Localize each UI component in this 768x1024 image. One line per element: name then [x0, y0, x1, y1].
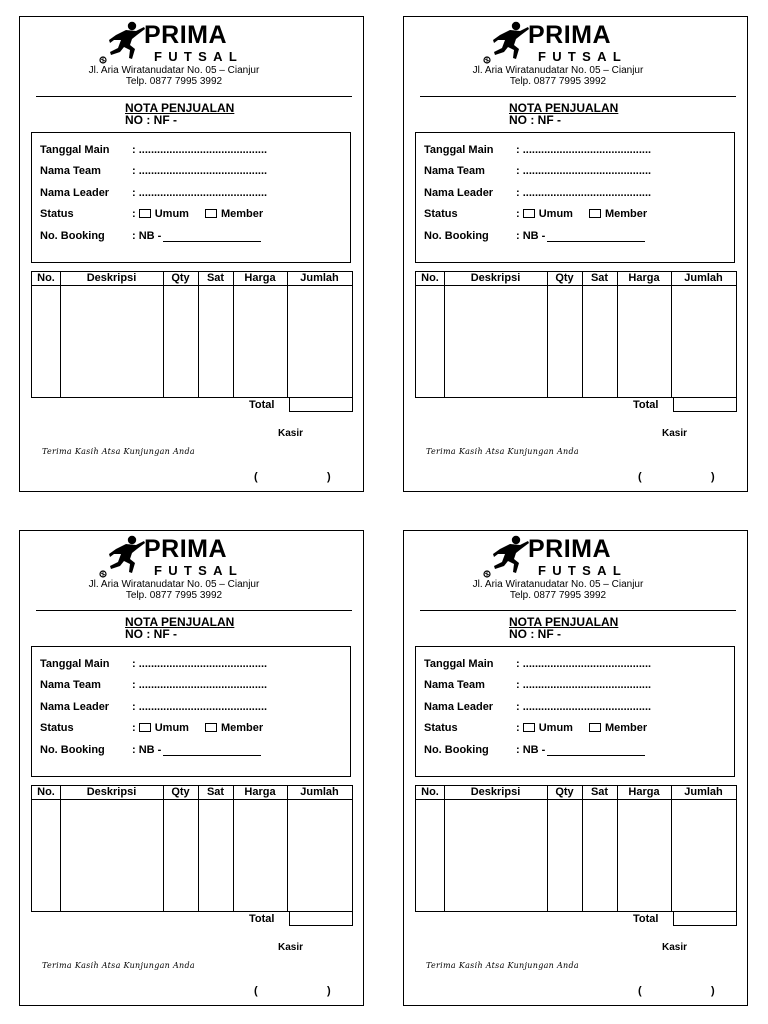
field-label: No. Booking	[40, 744, 105, 756]
field-no-booking	[40, 743, 344, 757]
nota-form	[19, 16, 364, 492]
column-header-deskripsi: Deskripsi	[470, 272, 521, 284]
field-label: Status	[424, 722, 458, 734]
column-header-jumlah: Jumlah	[684, 786, 723, 798]
field-label: Nama Team	[424, 679, 485, 691]
kasir-label: Kasir	[662, 428, 688, 439]
booking-value	[132, 229, 261, 243]
address: Jl. Aria Wiratanudatar No. 05 – Cianjur	[472, 65, 644, 76]
invoice-title: NOTA PENJUALAN	[509, 615, 619, 629]
divider	[36, 96, 352, 97]
customer-info-box	[31, 132, 351, 263]
address: Jl. Aria Wiratanudatar No. 05 – Cianjur	[472, 579, 644, 590]
status-options	[132, 207, 263, 221]
field-no-booking	[40, 229, 344, 243]
column-header-no: No.	[421, 272, 439, 284]
field-label: Status	[40, 208, 74, 220]
member-checkbox[interactable]	[205, 209, 217, 218]
divider	[36, 610, 352, 611]
field-no-booking	[424, 743, 728, 757]
field-status	[424, 721, 728, 735]
column-divider	[444, 786, 445, 911]
total-field[interactable]	[289, 911, 353, 926]
header-divider	[416, 799, 736, 800]
brand-name: PRIMA	[528, 535, 612, 563]
field-status	[40, 721, 344, 735]
column-header-qty: Qty	[555, 272, 574, 284]
field-nama-leader	[424, 186, 728, 200]
column-header-jumlah: Jumlah	[300, 786, 339, 798]
field-label: Status	[40, 722, 74, 734]
umum-label: Umum	[154, 722, 189, 734]
umum-checkbox[interactable]	[139, 209, 151, 218]
column-header-no: No.	[37, 272, 55, 284]
field-nama-team	[424, 678, 728, 692]
column-header-sat: Sat	[206, 272, 225, 284]
invoice-number: NO : NF -	[125, 113, 177, 127]
items-table	[31, 785, 353, 912]
column-divider	[671, 272, 672, 397]
nama-team-field[interactable]: : ..........................................	[132, 165, 268, 177]
field-label: No. Booking	[40, 230, 105, 242]
total-label: Total	[249, 913, 275, 925]
member-checkbox[interactable]	[589, 723, 601, 732]
column-header-qty: Qty	[555, 786, 574, 798]
nota-form	[403, 16, 748, 492]
brand-name: PRIMA	[528, 21, 612, 49]
column-header-sat: Sat	[206, 786, 225, 798]
field-label: Nama Team	[40, 165, 101, 177]
phone: Telp. 0877 7995 3992	[509, 76, 607, 87]
signature-bracket-open: (	[254, 985, 258, 997]
column-header-sat: Sat	[590, 272, 609, 284]
column-divider	[582, 272, 583, 397]
header-divider	[32, 799, 352, 800]
booking-prefix: : NB -	[516, 230, 546, 242]
soccer-player-icon	[99, 21, 147, 65]
nama-team-field[interactable]: : ..........................................	[516, 679, 652, 691]
field-label: Tanggal Main	[424, 658, 494, 670]
column-divider	[617, 272, 618, 397]
booking-value	[132, 743, 261, 757]
member-label: Member	[220, 722, 264, 734]
status-options	[516, 721, 647, 735]
total-field[interactable]	[673, 397, 737, 412]
member-label: Member	[604, 208, 648, 220]
nama-leader-field[interactable]: : ..........................................	[516, 701, 652, 713]
status-colon: :	[132, 208, 136, 220]
column-divider	[671, 786, 672, 911]
nama-team-field[interactable]: : ..........................................	[516, 165, 652, 177]
brand-name: PRIMA	[144, 535, 228, 563]
field-label: No. Booking	[424, 230, 489, 242]
divider	[420, 610, 736, 611]
items-table	[415, 271, 737, 398]
booking-prefix: : NB -	[516, 744, 546, 756]
status-options	[516, 207, 647, 221]
brand-subtitle: FUTSAL	[154, 563, 244, 578]
booking-prefix: : NB -	[132, 744, 162, 756]
address: Jl. Aria Wiratanudatar No. 05 – Cianjur	[88, 65, 260, 76]
total-field[interactable]	[289, 397, 353, 412]
booking-number-field[interactable]	[163, 230, 261, 242]
booking-value	[516, 229, 645, 243]
invoice-title: NOTA PENJUALAN	[509, 101, 619, 115]
prima-futsal-logo	[99, 21, 279, 67]
column-divider	[60, 786, 61, 911]
column-divider	[233, 272, 234, 397]
brand-subtitle: FUTSAL	[154, 49, 244, 64]
customer-info-box	[415, 646, 735, 777]
field-label: Nama Leader	[40, 701, 110, 713]
column-divider	[547, 786, 548, 911]
field-nama-leader	[424, 700, 728, 714]
invoice-number: NO : NF -	[125, 627, 177, 641]
soccer-player-icon	[483, 535, 531, 579]
column-divider	[233, 786, 234, 911]
total-field[interactable]	[673, 911, 737, 926]
thank-you-note: Terima Kasih Atsa Kunjungan Anda	[42, 447, 196, 456]
items-table	[415, 785, 737, 912]
member-checkbox[interactable]	[589, 209, 601, 218]
items-table	[31, 271, 353, 398]
column-divider	[198, 272, 199, 397]
phone: Telp. 0877 7995 3992	[509, 590, 607, 601]
field-tanggal-main	[424, 657, 728, 671]
field-label: Nama Leader	[424, 701, 494, 713]
column-divider	[547, 272, 548, 397]
field-no-booking	[424, 229, 728, 243]
total-label: Total	[249, 399, 275, 411]
umum-label: Umum	[154, 208, 189, 220]
signature-bracket-open: (	[638, 985, 642, 997]
field-nama-team	[40, 678, 344, 692]
umum-label: Umum	[538, 722, 573, 734]
field-label: Nama Team	[424, 165, 485, 177]
column-header-harga: Harga	[628, 272, 660, 284]
signature-bracket-close: )	[711, 471, 715, 483]
status-colon: :	[516, 722, 520, 734]
booking-number-field[interactable]	[547, 744, 645, 756]
column-divider	[287, 786, 288, 911]
signature-bracket-close: )	[327, 471, 331, 483]
column-header-qty: Qty	[171, 786, 190, 798]
tanggal-main-field[interactable]: : ..........................................	[132, 144, 268, 156]
brand-name: PRIMA	[144, 21, 228, 49]
status-options	[132, 721, 263, 735]
header-divider	[416, 285, 736, 286]
status-colon: :	[516, 208, 520, 220]
kasir-label: Kasir	[278, 942, 304, 953]
column-header-deskripsi: Deskripsi	[86, 272, 137, 284]
booking-number-field[interactable]	[547, 230, 645, 242]
customer-info-box	[31, 646, 351, 777]
field-label: Nama Team	[40, 679, 101, 691]
nota-form	[403, 530, 748, 1006]
divider	[420, 96, 736, 97]
invoice-number: NO : NF -	[509, 627, 561, 641]
field-tanggal-main	[40, 143, 344, 157]
nama-team-field[interactable]: : ..........................................	[132, 679, 268, 691]
prima-futsal-logo	[483, 535, 663, 581]
field-nama-leader	[40, 186, 344, 200]
header-divider	[32, 285, 352, 286]
signature-bracket-open: (	[638, 471, 642, 483]
signature-bracket-open: (	[254, 471, 258, 483]
thank-you-note: Terima Kasih Atsa Kunjungan Anda	[42, 961, 196, 970]
column-divider	[444, 272, 445, 397]
column-header-deskripsi: Deskripsi	[470, 786, 521, 798]
nota-form	[19, 530, 364, 1006]
field-tanggal-main	[40, 657, 344, 671]
field-label: Tanggal Main	[424, 144, 494, 156]
field-nama-team	[40, 164, 344, 178]
field-tanggal-main	[424, 143, 728, 157]
thank-you-note: Terima Kasih Atsa Kunjungan Anda	[426, 447, 580, 456]
column-divider	[617, 786, 618, 911]
address: Jl. Aria Wiratanudatar No. 05 – Cianjur	[88, 579, 260, 590]
column-divider	[163, 786, 164, 911]
field-label: Tanggal Main	[40, 144, 110, 156]
field-label: No. Booking	[424, 744, 489, 756]
invoice-title: NOTA PENJUALAN	[125, 615, 235, 629]
nama-leader-field[interactable]: : ..........................................	[132, 701, 268, 713]
thank-you-note: Terima Kasih Atsa Kunjungan Anda	[426, 961, 580, 970]
column-header-harga: Harga	[244, 272, 276, 284]
field-label: Nama Leader	[424, 187, 494, 199]
column-header-no: No.	[37, 786, 55, 798]
member-checkbox[interactable]	[205, 723, 217, 732]
total-label: Total	[633, 913, 659, 925]
umum-checkbox[interactable]	[523, 209, 535, 218]
signature-bracket-close: )	[327, 985, 331, 997]
booking-value	[516, 743, 645, 757]
soccer-player-icon	[483, 21, 531, 65]
invoice-title: NOTA PENJUALAN	[125, 101, 235, 115]
booking-prefix: : NB -	[132, 230, 162, 242]
field-status	[40, 207, 344, 221]
prima-futsal-logo	[483, 21, 663, 67]
booking-number-field[interactable]	[163, 744, 261, 756]
column-header-harga: Harga	[628, 786, 660, 798]
column-header-jumlah: Jumlah	[300, 272, 339, 284]
field-label: Tanggal Main	[40, 658, 110, 670]
column-header-sat: Sat	[590, 786, 609, 798]
umum-label: Umum	[538, 208, 573, 220]
member-label: Member	[220, 208, 264, 220]
field-status	[424, 207, 728, 221]
column-header-jumlah: Jumlah	[684, 272, 723, 284]
column-header-no: No.	[421, 786, 439, 798]
soccer-player-icon	[99, 535, 147, 579]
field-label: Nama Leader	[40, 187, 110, 199]
brand-subtitle: FUTSAL	[538, 49, 628, 64]
field-nama-leader	[40, 700, 344, 714]
phone: Telp. 0877 7995 3992	[125, 76, 223, 87]
field-nama-team	[424, 164, 728, 178]
tanggal-main-field[interactable]: : ..........................................	[516, 658, 652, 670]
prima-futsal-logo	[99, 535, 279, 581]
column-header-qty: Qty	[171, 272, 190, 284]
field-label: Status	[424, 208, 458, 220]
customer-info-box	[415, 132, 735, 263]
status-colon: :	[132, 722, 136, 734]
column-header-harga: Harga	[244, 786, 276, 798]
column-divider	[198, 786, 199, 911]
tanggal-main-field[interactable]: : ..........................................	[132, 658, 268, 670]
umum-checkbox[interactable]	[139, 723, 151, 732]
umum-checkbox[interactable]	[523, 723, 535, 732]
column-divider	[163, 272, 164, 397]
column-header-deskripsi: Deskripsi	[86, 786, 137, 798]
column-divider	[582, 786, 583, 911]
invoice-number: NO : NF -	[509, 113, 561, 127]
member-label: Member	[604, 722, 648, 734]
kasir-label: Kasir	[278, 428, 304, 439]
tanggal-main-field[interactable]: : ..........................................	[516, 144, 652, 156]
signature-bracket-close: )	[711, 985, 715, 997]
nama-leader-field[interactable]: : ..........................................	[516, 187, 652, 199]
column-divider	[60, 272, 61, 397]
kasir-label: Kasir	[662, 942, 688, 953]
total-label: Total	[633, 399, 659, 411]
phone: Telp. 0877 7995 3992	[125, 590, 223, 601]
column-divider	[287, 272, 288, 397]
brand-subtitle: FUTSAL	[538, 563, 628, 578]
nama-leader-field[interactable]: : ..........................................	[132, 187, 268, 199]
